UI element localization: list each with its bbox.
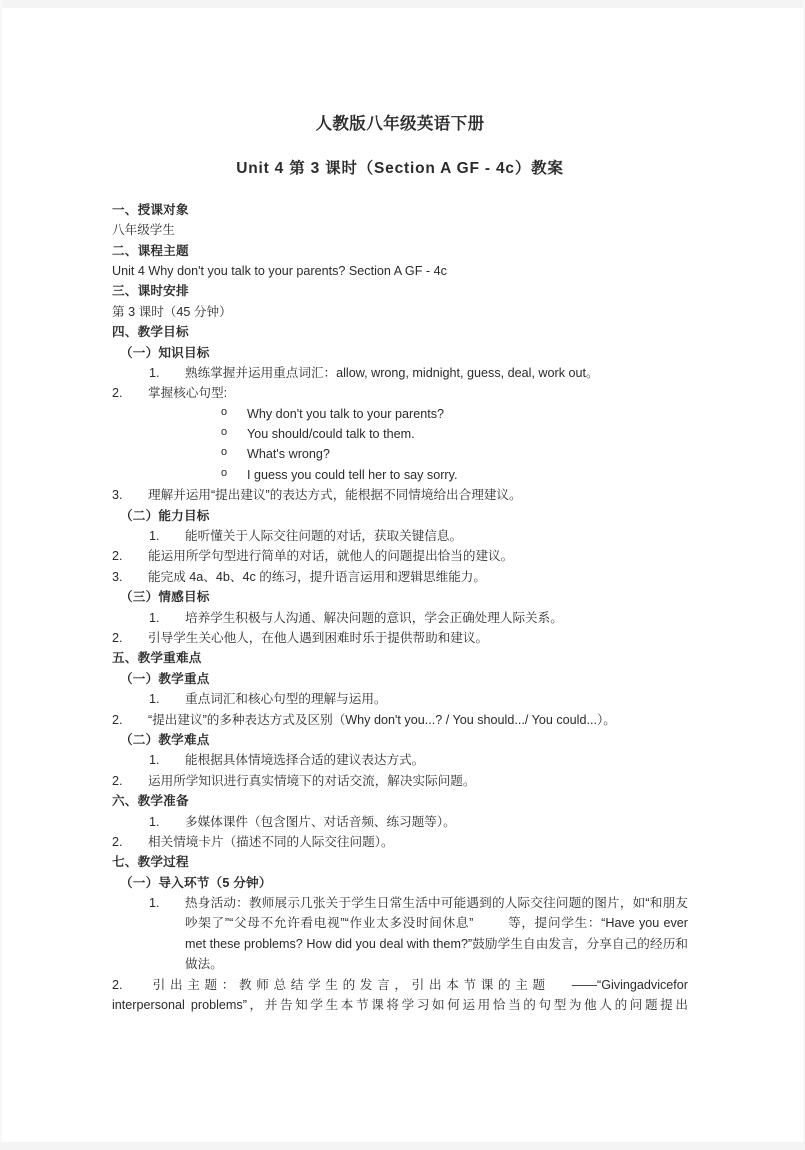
list-item xyxy=(112,771,688,791)
document-subtitle: Unit 4 第 3 课时（Section A GF - 4c）教案 xyxy=(236,160,564,178)
list-item-text: 引导学生关心他人，在他人遇到困难时乐于提供帮助和建议。 xyxy=(148,630,489,645)
list-item xyxy=(112,485,688,505)
section-heading-topic: 二、课程主题 xyxy=(112,243,189,258)
list-item-text: 运用所学知识进行真实情境下的对话交流，解决实际问题。 xyxy=(148,773,476,788)
list-item xyxy=(112,689,688,709)
list-item-number: 2. xyxy=(112,549,123,564)
list-item xyxy=(112,404,688,424)
list-item-number: 2. xyxy=(112,630,123,645)
list-item xyxy=(112,383,688,403)
section-body-topic: Unit 4 Why don't you talk to your parents? Section A GF - 4c xyxy=(112,263,447,278)
list-item-number: 2. xyxy=(112,712,123,727)
list-item xyxy=(112,608,688,628)
list-item xyxy=(112,567,688,587)
page-bottom-margin-band xyxy=(0,1142,805,1150)
list-item-text: 能运用所学句型进行简单的对话，就他人的问题提出恰当的建议。 xyxy=(148,549,514,564)
section-heading-process: 七、教学过程 xyxy=(112,855,189,870)
section-body-schedule: 第 3 课时（45 分钟） xyxy=(112,304,232,319)
list-item-text: 多媒体课件（包含图片、对话音频、练习题等）。 xyxy=(185,814,456,829)
list-item-text-part4: for xyxy=(673,977,688,992)
subsection-heading-ability-objectives: （二）能力目标 xyxy=(120,508,210,523)
list-item-number: 2. xyxy=(112,977,123,992)
list-item-text-part1: 引出主题：教师总结学生的发言，引出本节课的主题 xyxy=(148,977,550,992)
list-item-line-two: interpersonal problems”，并告知学生本节课将学习如何运用恰当的句型为他人的问题提出 xyxy=(112,998,688,1013)
document-body xyxy=(112,200,688,1016)
list-item-text: What's wrong? xyxy=(247,447,330,462)
list-item-text: I guess you could tell her to say sorry. xyxy=(247,467,458,482)
list-item-number: 2. xyxy=(112,386,123,401)
list-item-number: 3. xyxy=(112,569,123,584)
list-item-text-part2: ——“Giving xyxy=(571,977,637,992)
subsection-heading-knowledge-objectives: （一）知识目标 xyxy=(120,345,210,360)
bullet-marker-icon: o xyxy=(221,446,228,459)
subsection-heading-emotional-objectives: （三）情感目标 xyxy=(120,590,210,605)
list-item xyxy=(112,750,688,770)
section-heading-audience: 一、授课对象 xyxy=(112,202,189,217)
list-item xyxy=(112,444,688,464)
list-item-text: 重点词汇和核心句型的理解与运用。 xyxy=(185,692,387,707)
list-item-text: “提出建议”的多种表达方式及区别（Why don't you...? / You should.../ You could...）。 xyxy=(148,712,616,727)
sentence-pattern-list xyxy=(112,404,688,486)
bullet-marker-icon: o xyxy=(221,426,228,439)
list-item xyxy=(112,546,688,566)
list-item-number: 1. xyxy=(149,529,160,544)
list-item xyxy=(112,526,688,546)
list-item-number: 2. xyxy=(112,773,123,788)
list-item-text: 理解并运用“提出建议”的表达方式，能根据不同情境给出合理建议。 xyxy=(148,488,522,503)
list-item-text-part1: 热身活动：教师展示几张关于学生日常生活中可能遇到的人际交往问题的图片，如“和朋友吵架了”“父母不允许看电视”“作业太多没时间休息” xyxy=(185,896,688,931)
list-item-number: 1. xyxy=(149,753,160,768)
subsection-heading-difficult-points: （二）教学难点 xyxy=(120,732,210,747)
section-heading-preparation: 六、教学准备 xyxy=(112,794,189,809)
list-item-text: You should/could talk to them. xyxy=(247,427,415,442)
list-item xyxy=(112,975,688,1016)
list-item xyxy=(112,812,688,832)
list-item xyxy=(112,424,688,444)
list-item-line-one xyxy=(112,975,688,995)
list-item-text: 相关情境卡片（描述不同的人际交往问题）。 xyxy=(148,834,394,849)
list-item xyxy=(112,363,688,383)
section-heading-objectives: 四、教学目标 xyxy=(112,325,189,340)
bullet-marker-icon: o xyxy=(221,405,228,418)
section-body-audience: 八年级学生 xyxy=(112,223,175,238)
list-item-text-part2: 等，提问学生：“Have you ever met these problems? How did you deal with them?”鼓励学生自由发言，分享自己的经历和做法。 xyxy=(185,916,688,972)
list-item xyxy=(112,832,688,852)
document-title: 人教版八年级英语下册 xyxy=(315,115,485,133)
list-item-number: 1. xyxy=(149,692,160,707)
list-item xyxy=(112,628,688,648)
section-heading-schedule: 三、课时安排 xyxy=(112,284,189,299)
list-item-text: 能完成 4a、4b、4c 的练习，提升语言运用和逻辑思维能力。 xyxy=(148,569,486,584)
list-item-number: 2. xyxy=(112,834,123,849)
bullet-marker-icon: o xyxy=(221,466,228,479)
list-item xyxy=(112,710,688,730)
list-item-text: Why don't you talk to your parents? xyxy=(247,406,445,421)
list-item-text-part3: advice xyxy=(636,977,674,992)
list-item-number: 1. xyxy=(149,610,160,625)
list-item-text: 熟练掌握并运用重点词汇：allow, wrong, midnight, guess, deal, work out。 xyxy=(185,365,599,380)
list-item-number: 1. xyxy=(149,896,160,911)
list-item-text: 培养学生积极与人沟通、解决问题的意识，学会正确处理人际关系。 xyxy=(185,610,563,625)
list-item-text: 能根据具体情境选择合适的建议表达方式。 xyxy=(185,753,425,768)
document-content xyxy=(112,0,688,1015)
page-left-margin-band xyxy=(0,0,2,1150)
list-item xyxy=(112,465,688,485)
list-item-number: 3. xyxy=(112,488,123,503)
section-heading-key-difficult-points: 五、教学重难点 xyxy=(112,651,202,666)
subsection-heading-key-points: （一）教学重点 xyxy=(120,671,210,686)
list-item-text: 掌握核心句型: xyxy=(148,386,228,401)
list-item xyxy=(112,893,688,975)
subsection-heading-lead-in: （一）导入环节（5 分钟） xyxy=(120,875,272,890)
list-item-number: 1. xyxy=(149,814,160,829)
list-item-text: 能听懂关于人际交往问题的对话，获取关键信息。 xyxy=(185,529,463,544)
list-item-number: 1. xyxy=(149,365,160,380)
